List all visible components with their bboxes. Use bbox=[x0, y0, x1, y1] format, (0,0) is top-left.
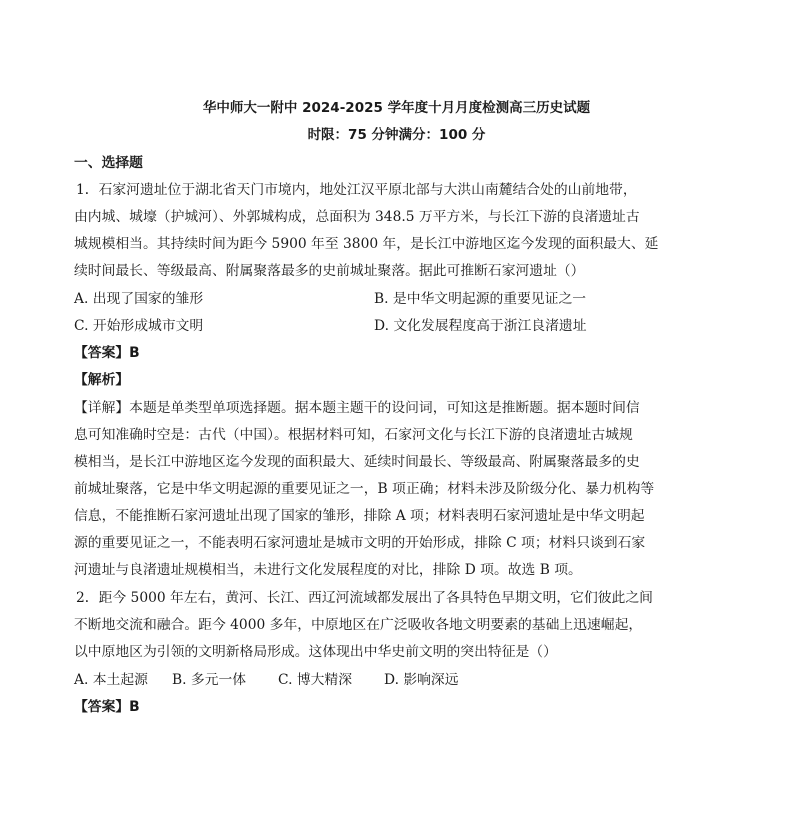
q1-detail-line: 息可知准确时空是：古代（中国）。根据材料可知，石家河文化与长江下游的良渚遗址古城规 bbox=[74, 427, 633, 443]
exam-time-score: 时限：75 分钟满分：100 分 bbox=[307, 127, 486, 143]
q1-detail-line: 河遗址与良渚遗址规模相当，未进行文化发展程度的对比，排除 D 项。故选 B 项。 bbox=[74, 562, 582, 578]
q1-stem-line: 1．石家河遗址位于湖北省天门市境内，地处江汉平原北部与大洪山南麓结合处的山前地带， bbox=[76, 182, 637, 198]
q1-stem-line: 由内城、城壕（护城河）、外郭城构成，总面积为 348.5 万平方米，与长江下游的良渚遗址古 bbox=[74, 209, 640, 225]
q1-stem-line: 续时间最长、等级最高、附属聚落最多的史前城址聚落。据此可推断石家河遗址（） bbox=[74, 263, 585, 279]
q1-detail-line: 前城址聚落，它是中华文明起源的重要见证之一，B 项正确；材料未涉及阶级分化、暴力机构等 bbox=[74, 481, 655, 497]
q2-stem-line: 2．距今 5000 年左右，黄河、长江、西辽河流域都发展出了各具特色早期文明，它们彼此之间 bbox=[76, 590, 653, 606]
q1-detail-line: 模相当，是长江中游地区迄今发现的面积最大、延续时间最长、等级最高、附属聚落最多的史 bbox=[74, 454, 640, 470]
q2-option-d: D. 影响深远 bbox=[384, 672, 459, 688]
q1-answer: 【答案】B bbox=[74, 345, 140, 361]
q2-answer: 【答案】B bbox=[74, 699, 140, 715]
q1-option-a: A. 出现了国家的雏形 bbox=[74, 291, 204, 307]
q1-detail-line: 【详解】本题是单类型单项选择题。据本题主题干的设问词，可知这是推断题。据本题时间信 bbox=[74, 400, 640, 416]
q1-detail-line: 源的重要见证之一，不能表明石家河遗址是城市文明的开始形成，排除 C 项；材料只谈到石家 bbox=[74, 535, 646, 551]
q2-option-c: C. 博大精深 bbox=[278, 672, 353, 688]
q2-option-b: B. 多元一体 bbox=[172, 672, 247, 688]
q1-stem-line: 城规模相当。其持续时间为距今 5900 年至 3800 年，是长江中游地区迄今发现的面积最大、延 bbox=[74, 236, 659, 252]
q1-option-d: D. 文化发展程度高于浙江良渚遗址 bbox=[374, 318, 587, 334]
q2-stem-line: 不断地交流和融合。距今 4000 多年，中原地区在广泛吸收各地文明要素的基础上迅速崛起， bbox=[74, 617, 643, 633]
q2-stem-line: 以中原地区为引领的文明新格局形成。这体现出中华史前文明的突出特征是（） bbox=[74, 644, 557, 660]
q1-analysis-label: 【解析】 bbox=[74, 372, 130, 388]
exam-title: 华中师大一附中 2024-2025 学年度十月月度检测高三历史试题 bbox=[202, 100, 591, 116]
q1-detail-line: 信息，不能推断石家河遗址出现了国家的雏形，排除 A 项；材料表明石家河遗址是中华文明起 bbox=[74, 508, 645, 524]
section-heading: 一、选择题 bbox=[74, 155, 143, 171]
q1-option-b: B. 是中华文明起源的重要见证之一 bbox=[374, 291, 587, 307]
q2-option-a: A. 本土起源 bbox=[74, 672, 148, 688]
q1-option-c: C. 开始形成城市文明 bbox=[74, 318, 204, 334]
